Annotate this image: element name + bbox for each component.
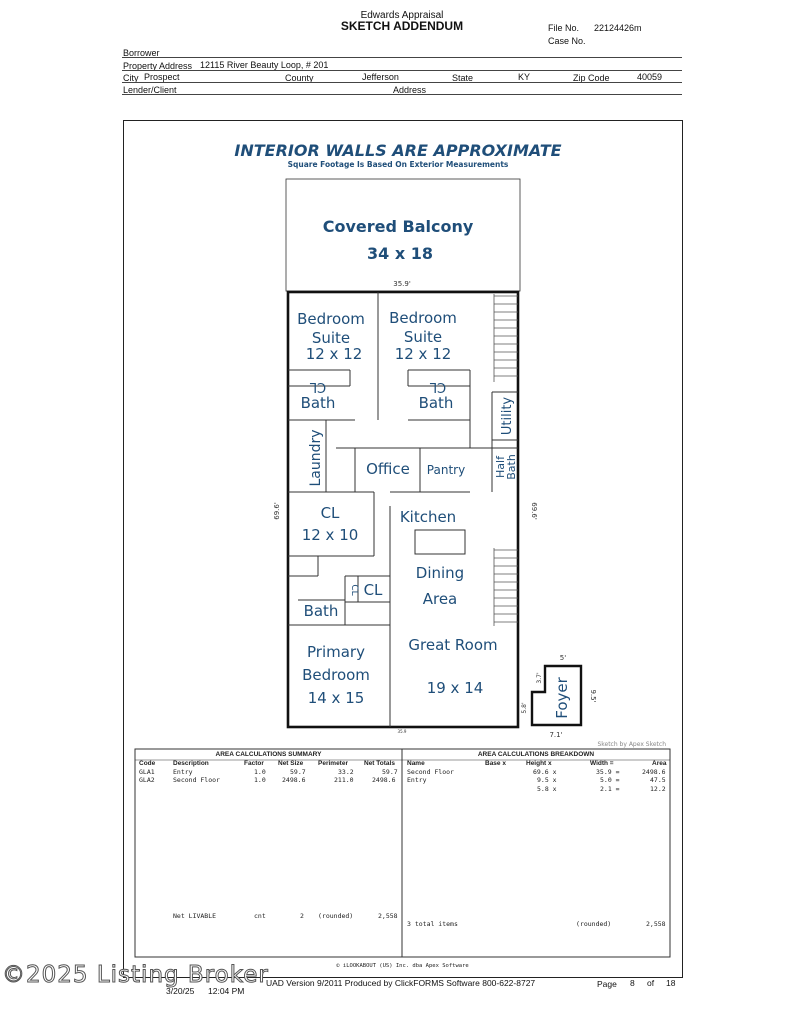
foyer-dim-bottom: 7.1' <box>549 731 563 739</box>
breakdown-row-2-area: 47.5 <box>650 776 666 784</box>
bedroom-suite-2-line2: Suite <box>403 328 443 346</box>
footer-of-label: of <box>647 978 655 988</box>
stairs-lower <box>494 548 518 626</box>
file-no-label: File No. <box>548 23 580 33</box>
breakdown-total-value: 2,558 <box>646 920 666 928</box>
summary-row-1-net-totals: 59.7 <box>382 768 398 776</box>
balcony-title: Covered Balcony <box>322 217 474 236</box>
closet-4-label: CL <box>349 584 359 596</box>
dim-right: 69.6' <box>530 502 538 520</box>
watermark: ©2025 Listing Broker <box>2 962 269 988</box>
summary-row-2-factor: 1.0 <box>254 776 266 784</box>
foyer-label: Foyer <box>553 677 571 719</box>
summary-row-2-net-totals: 2498.6 <box>372 776 396 784</box>
breakdown-row-3-area: 12.2 <box>650 785 666 793</box>
summary-row-2-code: GLA2 <box>139 776 155 784</box>
breakdown-row-2-name: Entry <box>407 776 427 784</box>
primary-bedroom-size: 14 x 15 <box>307 689 365 707</box>
breakdown-title: AREA CALCULATIONS BREAKDOWN <box>477 751 595 758</box>
stairs-upper <box>494 294 518 382</box>
bedroom-suite-1-line1: Bedroom <box>297 310 365 328</box>
livable-cnt: 2 <box>300 912 304 920</box>
city: Prospect <box>144 72 180 82</box>
bedroom-suite-2-line1: Bedroom <box>389 309 457 327</box>
half-bath-line2: Bath <box>505 454 518 480</box>
summary-header-net-size: Net Size <box>278 760 304 767</box>
bath-1-label: Bath <box>300 394 336 412</box>
breakdown-header-name: Name <box>407 760 425 767</box>
breakdown-total-items: 3 total items <box>407 920 458 928</box>
property-address: 12115 River Beauty Loop, # 201 <box>200 60 329 70</box>
great-room-label: Great Room <box>408 636 498 654</box>
pantry-label: Pantry <box>426 463 466 477</box>
primary-bedroom-line2: Bedroom <box>302 666 370 684</box>
closet-2-label: CL <box>429 379 447 394</box>
livable-rounded: (rounded) <box>318 912 354 920</box>
summary-header-code: Code <box>139 760 156 767</box>
dim-bottom: 35.9 <box>397 729 407 734</box>
summary-row-1-factor: 1.0 <box>254 768 266 776</box>
breakdown-header-area: Area <box>652 760 667 767</box>
zip-label: Zip Code <box>573 73 610 83</box>
breakdown-row-3-width: 2.1 = <box>600 785 620 793</box>
closet-5-label: CL <box>363 581 383 599</box>
foyer-dim-left: 5.8' <box>521 702 528 714</box>
summary-row-1-code: GLA1 <box>139 768 155 776</box>
summary-row-1-perimeter: 33.2 <box>338 768 354 776</box>
foyer-dim-top: 5' <box>559 654 567 662</box>
livable-label: Net LIVABLE <box>173 912 217 920</box>
breakdown-row-1-height: 69.6 x <box>533 768 557 776</box>
closet-3-label: CL <box>320 504 340 522</box>
breakdown-total-rounded: (rounded) <box>576 920 612 928</box>
footer-date: 3/20/25 <box>166 986 195 996</box>
foyer-dim-inner: 3.7' <box>536 672 543 684</box>
county: Jefferson <box>362 72 399 82</box>
primary-bedroom-line1: Primary <box>307 643 365 661</box>
footer-total: 18 <box>666 978 676 988</box>
footer-page-label: Page <box>597 979 617 989</box>
livable-total: 2,558 <box>378 912 398 920</box>
summary-row-2-perimeter: 211.0 <box>334 776 354 784</box>
bedroom-suite-2-size: 12 x 12 <box>394 345 452 363</box>
summary-header-factor: Factor <box>244 760 264 767</box>
summary-row-2-description: Second Floor <box>173 776 220 784</box>
county-label: County <box>285 73 314 83</box>
summary-row-1-net-size: 59.7 <box>290 768 306 776</box>
breakdown-row-2-width: 5.0 = <box>600 776 620 784</box>
summary-title: AREA CALCULATIONS SUMMARY <box>215 751 322 758</box>
office-label: Office <box>366 460 410 478</box>
state-label: State <box>452 73 474 83</box>
livable-cnt-label: cnt <box>254 912 266 920</box>
breakdown-header-height: Height x <box>526 760 552 767</box>
dim-left: 69.6' <box>273 502 281 520</box>
closet-3-size: 12 x 10 <box>301 526 359 544</box>
breakdown-header-base: Base x <box>485 760 506 767</box>
zip: 40059 <box>637 72 663 82</box>
company-name: Edwards Appraisal <box>360 10 444 21</box>
property-address-label: Property Address <box>123 61 193 71</box>
bath-2-label: Bath <box>418 394 454 412</box>
address-label: Address <box>393 85 427 95</box>
foyer-dim-right: 9.5' <box>589 689 597 703</box>
state: KY <box>518 72 531 82</box>
sketch-credit: Sketch by Apex Sketch <box>597 741 666 748</box>
lender-label: Lender/Client <box>123 85 177 95</box>
half-bath-line1: Half <box>494 456 507 478</box>
dining-area-line1: Dining <box>415 564 465 582</box>
dining-area-line2: Area <box>422 590 458 608</box>
borrower-label: Borrower <box>123 48 160 58</box>
laundry-label: Laundry <box>308 429 324 487</box>
breakdown-row-2-height: 9.5 x <box>537 776 557 784</box>
breakdown-header-width: Width = <box>590 760 614 767</box>
footer-time: 12:04 PM <box>208 986 245 996</box>
kitchen-label: Kitchen <box>399 508 457 526</box>
closet-1-label: CL <box>309 379 327 394</box>
banner: INTERIOR WALLS ARE APPROXIMATE <box>234 141 562 160</box>
bedroom-suite-1-line2: Suite <box>311 329 351 347</box>
summary-row-1-description: Entry <box>173 768 193 776</box>
footer-page: 8 <box>630 978 635 988</box>
document-title: SKETCH ADDENDUM <box>340 19 464 33</box>
balcony-size: 34 x 18 <box>367 244 433 263</box>
great-room-size: 19 x 14 <box>426 679 484 697</box>
summary-row-2-net-size: 2498.6 <box>282 776 306 784</box>
summary-header-net-totals: Net Totals <box>364 760 395 767</box>
utility-label: Utility <box>500 396 515 436</box>
breakdown-row-1-area: 2498.6 <box>642 768 666 776</box>
breakdown-row-1-width: 35.9 = <box>596 768 620 776</box>
footer-produced: UAD Version 9/2011 Produced by ClickFORMS Software 800-622-8727 <box>266 978 536 988</box>
city-label: City <box>123 73 139 83</box>
case-no-label: Case No. <box>548 36 586 46</box>
copyright: © iLOOKABOUT (US) Inc. dba Apex Software <box>336 963 469 969</box>
breakdown-row-1-name: Second Floor <box>407 768 454 776</box>
subbanner: Square Footage Is Based On Exterior Measurements <box>287 160 509 169</box>
bedroom-suite-1-size: 12 x 12 <box>305 345 363 363</box>
summary-header-perimeter: Perimeter <box>318 760 348 767</box>
summary-header-description: Description <box>173 760 209 767</box>
file-no: 22124426m <box>594 23 642 33</box>
breakdown-row-3-height: 5.8 x <box>537 785 557 793</box>
bath-3-label: Bath <box>303 602 339 620</box>
dim-top: 35.9' <box>393 280 411 288</box>
